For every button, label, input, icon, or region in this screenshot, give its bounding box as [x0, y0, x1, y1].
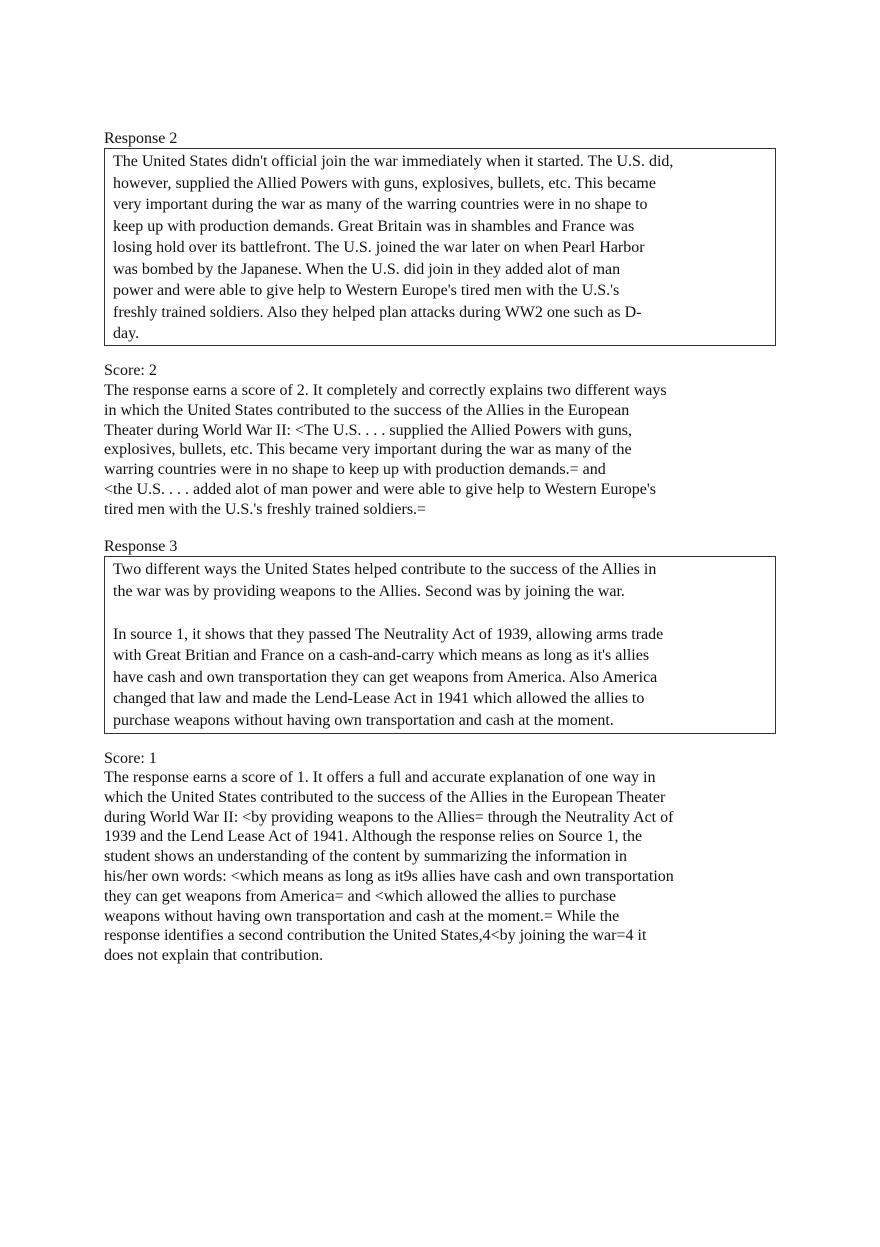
response-3-line: the war was by providing weapons to the Allies. Second was by joining the war. — [113, 582, 625, 600]
score-2-label: Score: 2 — [104, 362, 157, 379]
response-2-line: was bombed by the Japanese. When the U.S. did join in they added alot of man — [113, 260, 621, 278]
response-2-line: keep up with production demands. Great Britain was in shambles and France was — [113, 217, 635, 235]
response-2-line: The United States didn't official join the war immediately when it started. The U.S. did, — [113, 153, 674, 170]
response-3-line: with Great Britian and France on a cash-and-carry which means as long as it's allies — [113, 647, 650, 664]
score-2-commentary — [104, 381, 667, 520]
score-2-line: warring countries were in no shape to keep up with production demands.= and — [104, 461, 606, 479]
response-3-label: Response 3 — [104, 538, 178, 555]
score-2-line: explosives, bullets, etc. This became very important during the war as many of the — [104, 441, 632, 459]
score-1-line: weapons without having own transportation and cash at the moment.= While the — [104, 907, 620, 925]
score-1-line: during World War II: <by providing weapons to the Allies= through the Neutrality Act of — [104, 808, 674, 826]
response-3-line: Two different ways the United States helped contribute to the success of the Allies in — [113, 561, 657, 578]
response-3-line: changed that law and made the Lend-Lease Act in 1941 which allowed the allies to — [113, 690, 645, 707]
score-2-line: The response earns a score of 2. It completely and correctly explains two different ways — [104, 382, 667, 399]
response-2-box — [104, 148, 776, 346]
score-1-line: response identifies a second contribution the United States,4<by joining the war=4 it — [104, 927, 647, 945]
response-2-line: losing hold over its battlefront. The U.S. joined the war later on when Pearl Harbor — [113, 239, 645, 256]
score-1-line: which the United States contributed to the success of the Allies in the European Theater — [104, 788, 666, 806]
score-2-line: <the U.S. . . . added alot of man power and were able to give help to Western Europe's — [104, 480, 656, 498]
score-1-line: his/her own words: <which means as long as it9s allies have cash and own transportation — [104, 867, 674, 885]
score-2-line: Theater during World War II: <The U.S. . . . supplied the Allied Powers with guns, — [104, 421, 632, 439]
score-1-line: 1939 and the Lend Lease Act of 1941. Although the response relies on Source 1, the — [104, 828, 643, 846]
response-2-line: power and were able to give help to Western Europe's tired men with the U.S.'s — [113, 282, 620, 299]
response-3-line: have cash and own transportation they can get weapons from America. Also America — [113, 668, 658, 686]
score-2-line: in which the United States contributed to the success of the Allies in the European — [104, 401, 630, 419]
response-2-line: day. — [113, 325, 140, 342]
score-1-line: student shows an understanding of the content by summarizing the information in — [104, 848, 628, 866]
response-2-line: very important during the war as many of the warring countries were in no shape to — [113, 196, 648, 213]
score-1-commentary — [104, 768, 674, 966]
score-1-label: Score: 1 — [104, 750, 157, 767]
score-1-line: The response earns a score of 1. It offers a full and accurate explanation of one way in — [104, 769, 656, 786]
response-3-line: purchase weapons without having own transportation and cash at the moment. — [113, 711, 614, 729]
response-2-label: Response 2 — [104, 130, 178, 147]
response-3-box — [104, 556, 776, 734]
paragraph-gap — [113, 602, 767, 624]
response-2-line: freshly trained soldiers. Also they helped plan attacks during WW2 one such as D- — [113, 303, 642, 321]
response-3-line: In source 1, it shows that they passed The Neutrality Act of 1939, allowing arms trade — [113, 625, 664, 643]
score-1-line: does not explain that contribution. — [104, 947, 324, 965]
score-1-line: they can get weapons from America= and <which allowed the allies to purchase — [104, 887, 617, 905]
response-2-line: however, supplied the Allied Powers with guns, explosives, bullets, etc. This became — [113, 174, 656, 192]
score-2-line: tired men with the U.S.'s freshly trained soldiers.= — [104, 500, 427, 518]
